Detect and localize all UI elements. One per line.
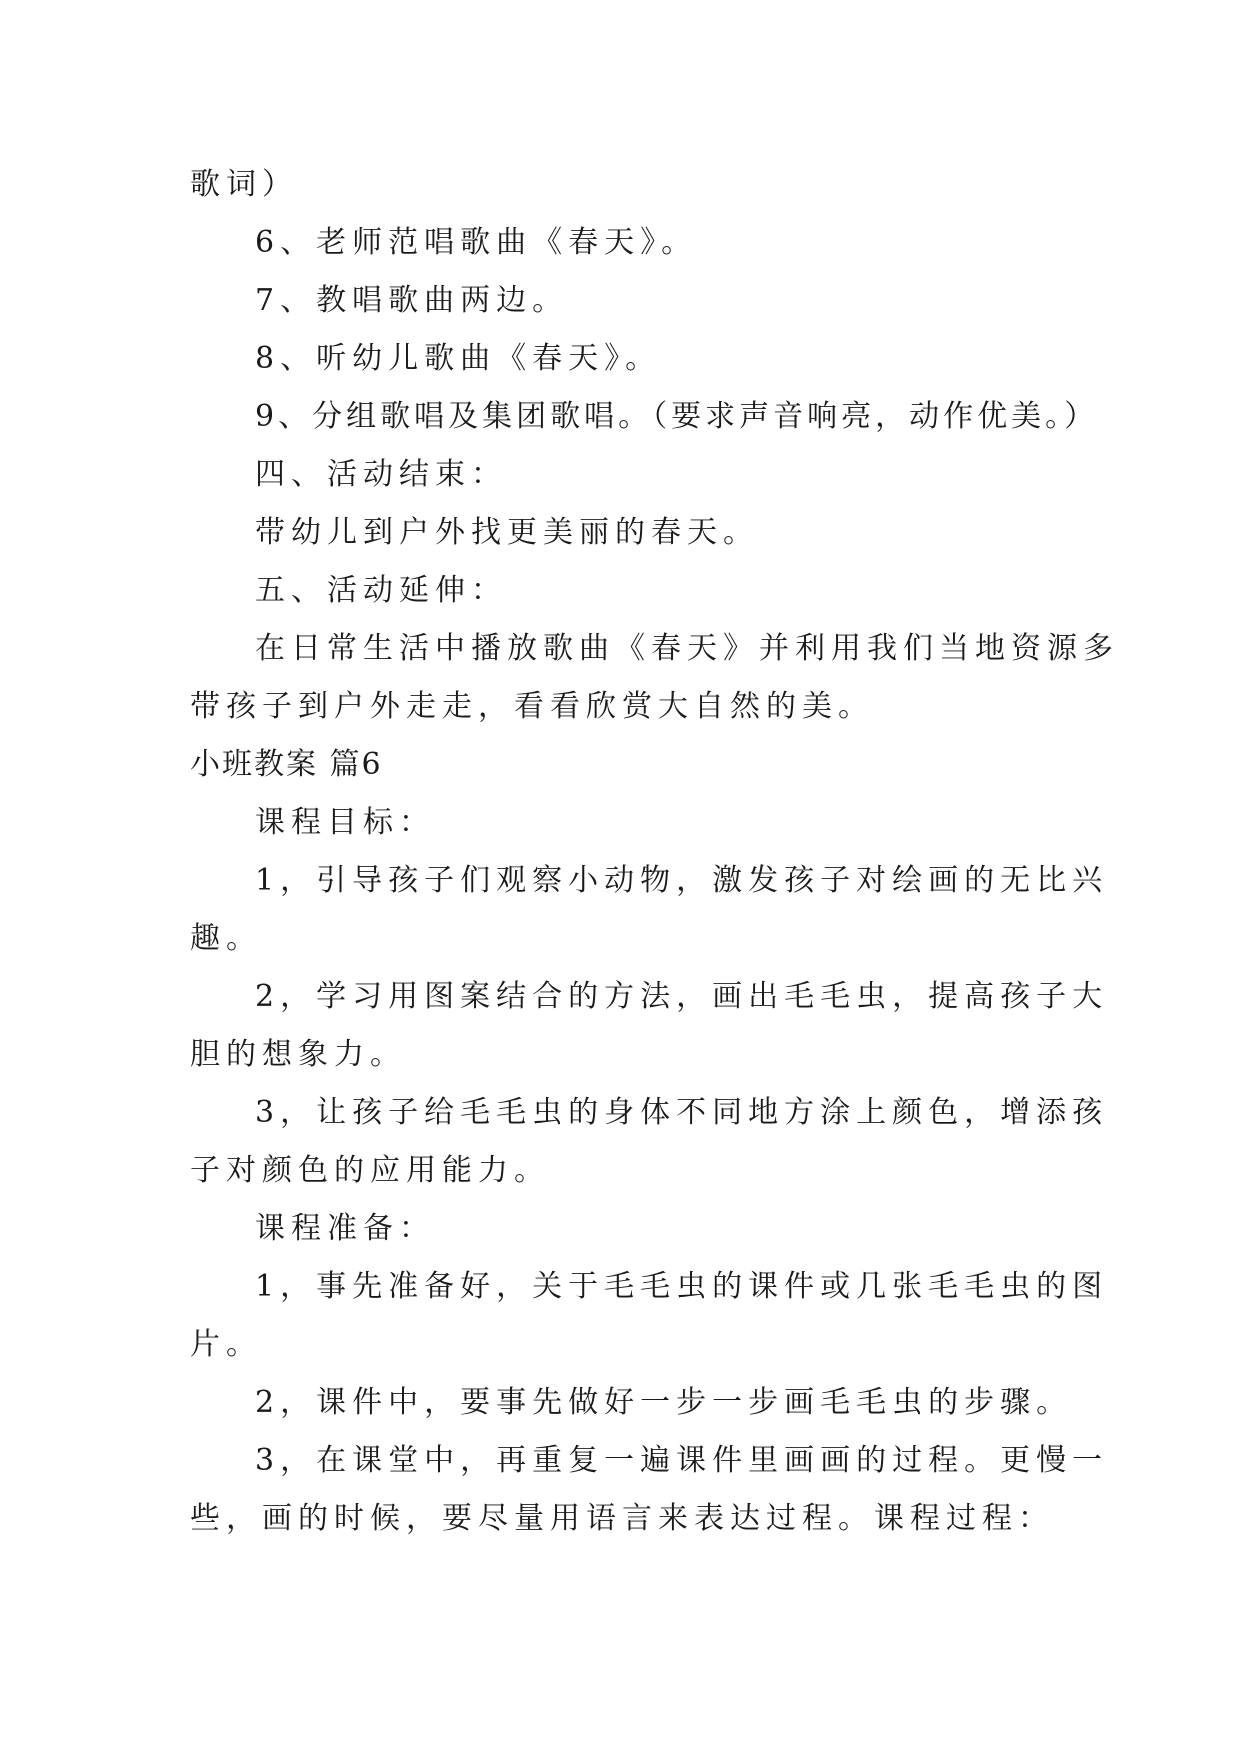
list-item: 8、听幼儿歌曲《春天》。 [255, 341, 662, 376]
list-item: 3，让孩子给毛毛虫的身体不同地方涂上颜色，增添孩 [255, 1095, 1109, 1130]
text-line: 带幼儿到户外找更美丽的春天。 [255, 515, 759, 550]
text-line: 些，画的时候，要尽量用语言来表达过程。课程过程： [190, 1501, 1054, 1536]
text-line: 在日常生活中播放歌曲《春天》并利用我们当地资源多 [255, 631, 1119, 666]
list-item: 6、老师范唱歌曲《春天》。 [255, 225, 698, 260]
section-heading: 五、活动延伸： [255, 573, 507, 608]
section-heading: 课程目标： [255, 805, 435, 840]
text-line: 子对颜色的应用能力。 [190, 1153, 550, 1188]
section-heading: 四、活动结束： [255, 457, 507, 492]
text-line: 歌词） [190, 167, 298, 202]
list-item: 1，事先准备好，关于毛毛虫的课件或几张毛毛虫的图 [255, 1269, 1109, 1304]
list-item: 7、教唱歌曲两边。 [255, 283, 569, 318]
article-title: 小班教案 篇6 [190, 747, 383, 782]
list-item: 3，在课堂中，再重复一遍课件里画画的过程。更慢一 [255, 1443, 1109, 1478]
list-item: 2，课件中，要事先做好一步一步画毛毛虫的步骤。 [255, 1385, 1073, 1420]
section-heading: 课程准备： [255, 1211, 435, 1246]
text-line: 片。 [190, 1327, 262, 1362]
list-item: 1，引导孩子们观察小动物，激发孩子对绘画的无比兴 [255, 863, 1109, 898]
text-line: 胆的想象力。 [190, 1037, 406, 1072]
list-item: 2，学习用图案结合的方法，画出毛毛虫，提高孩子大 [255, 979, 1109, 1014]
text-line: 带孩子到户外走走，看看欣赏大自然的美。 [190, 689, 874, 724]
list-item: 9、分组歌唱及集团歌唱。（要求声音响亮，动作优美。） [255, 399, 1099, 434]
text-line: 趣。 [190, 921, 262, 956]
